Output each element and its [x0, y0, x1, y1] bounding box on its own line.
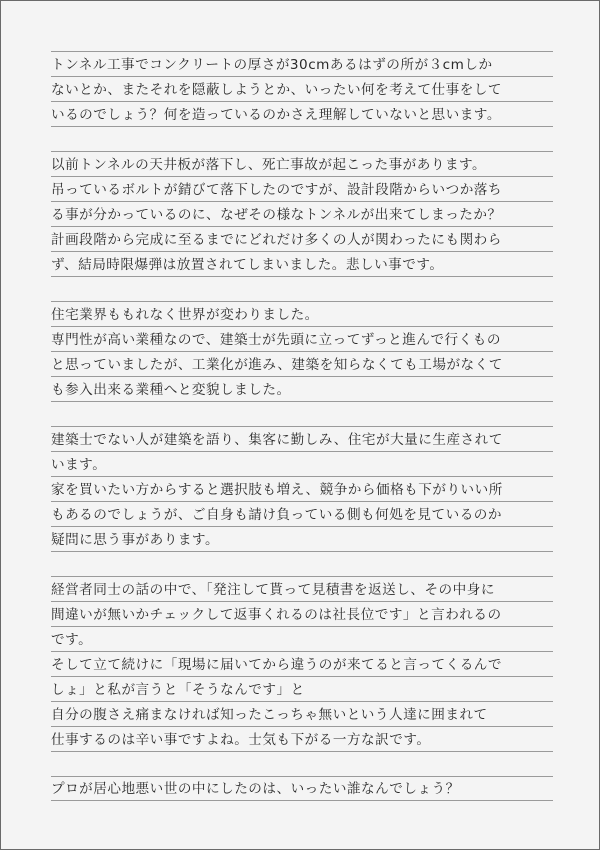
text-line — [51, 301, 553, 326]
text-line — [51, 551, 553, 576]
line-text: トンネル工事でコンクリートの厚さが30cmあるはずの所が３cmしか — [51, 57, 493, 73]
text-line — [51, 401, 553, 426]
line-text: いるのでしょう？何を造っているのかさえ理解していないと思います。 — [51, 107, 501, 123]
text-line — [51, 601, 553, 626]
text-line — [51, 176, 553, 201]
text-line — [51, 126, 553, 151]
line-text: 仕事するのは辛い事ですよね。士気も下がる一方な訳です。 — [51, 732, 431, 748]
line-text: 間違いが無いかチェックして返事くれるのは社長位です」と言われるの — [51, 607, 502, 623]
text-line — [51, 701, 553, 726]
text-line — [51, 476, 553, 501]
text-line — [51, 251, 553, 276]
text-line — [51, 576, 553, 601]
line-text: います。 — [51, 457, 107, 473]
line-text: 以前トンネルの天井板が落下し、死亡事故が起こった事があります。 — [51, 157, 487, 173]
text-line — [51, 526, 553, 551]
text-line — [51, 426, 553, 451]
text-line — [51, 376, 553, 401]
text-line — [51, 626, 553, 651]
line-text: ず、結局時限爆弾は放置されてしまいました。悲しい事です。 — [51, 257, 444, 273]
line-text: 家を買いたい方からすると選択肢も増え、競争から価格も下がりいい所 — [51, 482, 503, 498]
text-line — [51, 76, 553, 101]
line-text: 計画段階から完成に至るまでにどれだけ多くの人が関わったにも関わら — [51, 232, 502, 248]
text-line — [51, 201, 553, 226]
text-line — [51, 726, 553, 751]
text-line — [51, 151, 553, 176]
line-text: ないとか、またそれを隠蔽しようとか、いったい何を考えて仕事をして — [51, 82, 502, 98]
line-text: 建築士でない人が建築を語り、集客に勤しみ、住宅が大量に生産されて — [51, 432, 503, 448]
line-text: です。 — [51, 632, 93, 648]
line-text: 自分の腹さえ痛まなければ知ったこっちゃ無いという人達に囲まれて — [51, 707, 488, 723]
line-text: しょ」と私が言うと「そうなんです」と — [51, 682, 305, 698]
line-text: も参入出来る業種へと変貌しました。 — [51, 382, 291, 398]
line-text: 住宅業界ももれなく世界が変わりました。 — [51, 307, 319, 323]
text-line — [51, 676, 553, 701]
text-line — [51, 101, 553, 126]
text-line — [51, 451, 553, 476]
text-line — [51, 51, 553, 76]
text-line — [51, 276, 553, 301]
line-text: そして立て続けに「現場に届いてから違うのが来てると言ってくるんで — [51, 657, 502, 673]
text-line — [51, 326, 553, 351]
line-text: 疑問に思う事があります。 — [51, 532, 220, 548]
text-line — [51, 651, 553, 676]
text-line — [51, 226, 553, 251]
line-text: と思っていましたが、工業化が進み、建築を知らなくても工場がなくて — [51, 357, 503, 373]
line-text: る事が分かっているのに、なぜその様なトンネルが出来てしまったか？ — [51, 207, 502, 223]
line-text: プロが居心地悪い世の中にしたのは、いったい誰なんでしょう？ — [51, 781, 460, 797]
text-line — [51, 751, 553, 776]
text-lines — [51, 51, 553, 801]
line-text: 吊っているボルトが錆びて落下したのですが、設計段階からいつか落ち — [51, 182, 502, 198]
line-text: 経営者同士の話の中で、「発注して貰って見積書を返送し、その中身に — [51, 582, 495, 598]
text-line — [51, 351, 553, 376]
line-text: もあるのでしょうが、ご自身も請け負っている側も何処を見ているのか — [51, 507, 502, 523]
text-line — [51, 776, 553, 801]
text-line — [51, 501, 553, 526]
line-text: 専門性が高い業種なので、建築士が先頭に立ってずっと進んで行くもの — [51, 332, 501, 348]
